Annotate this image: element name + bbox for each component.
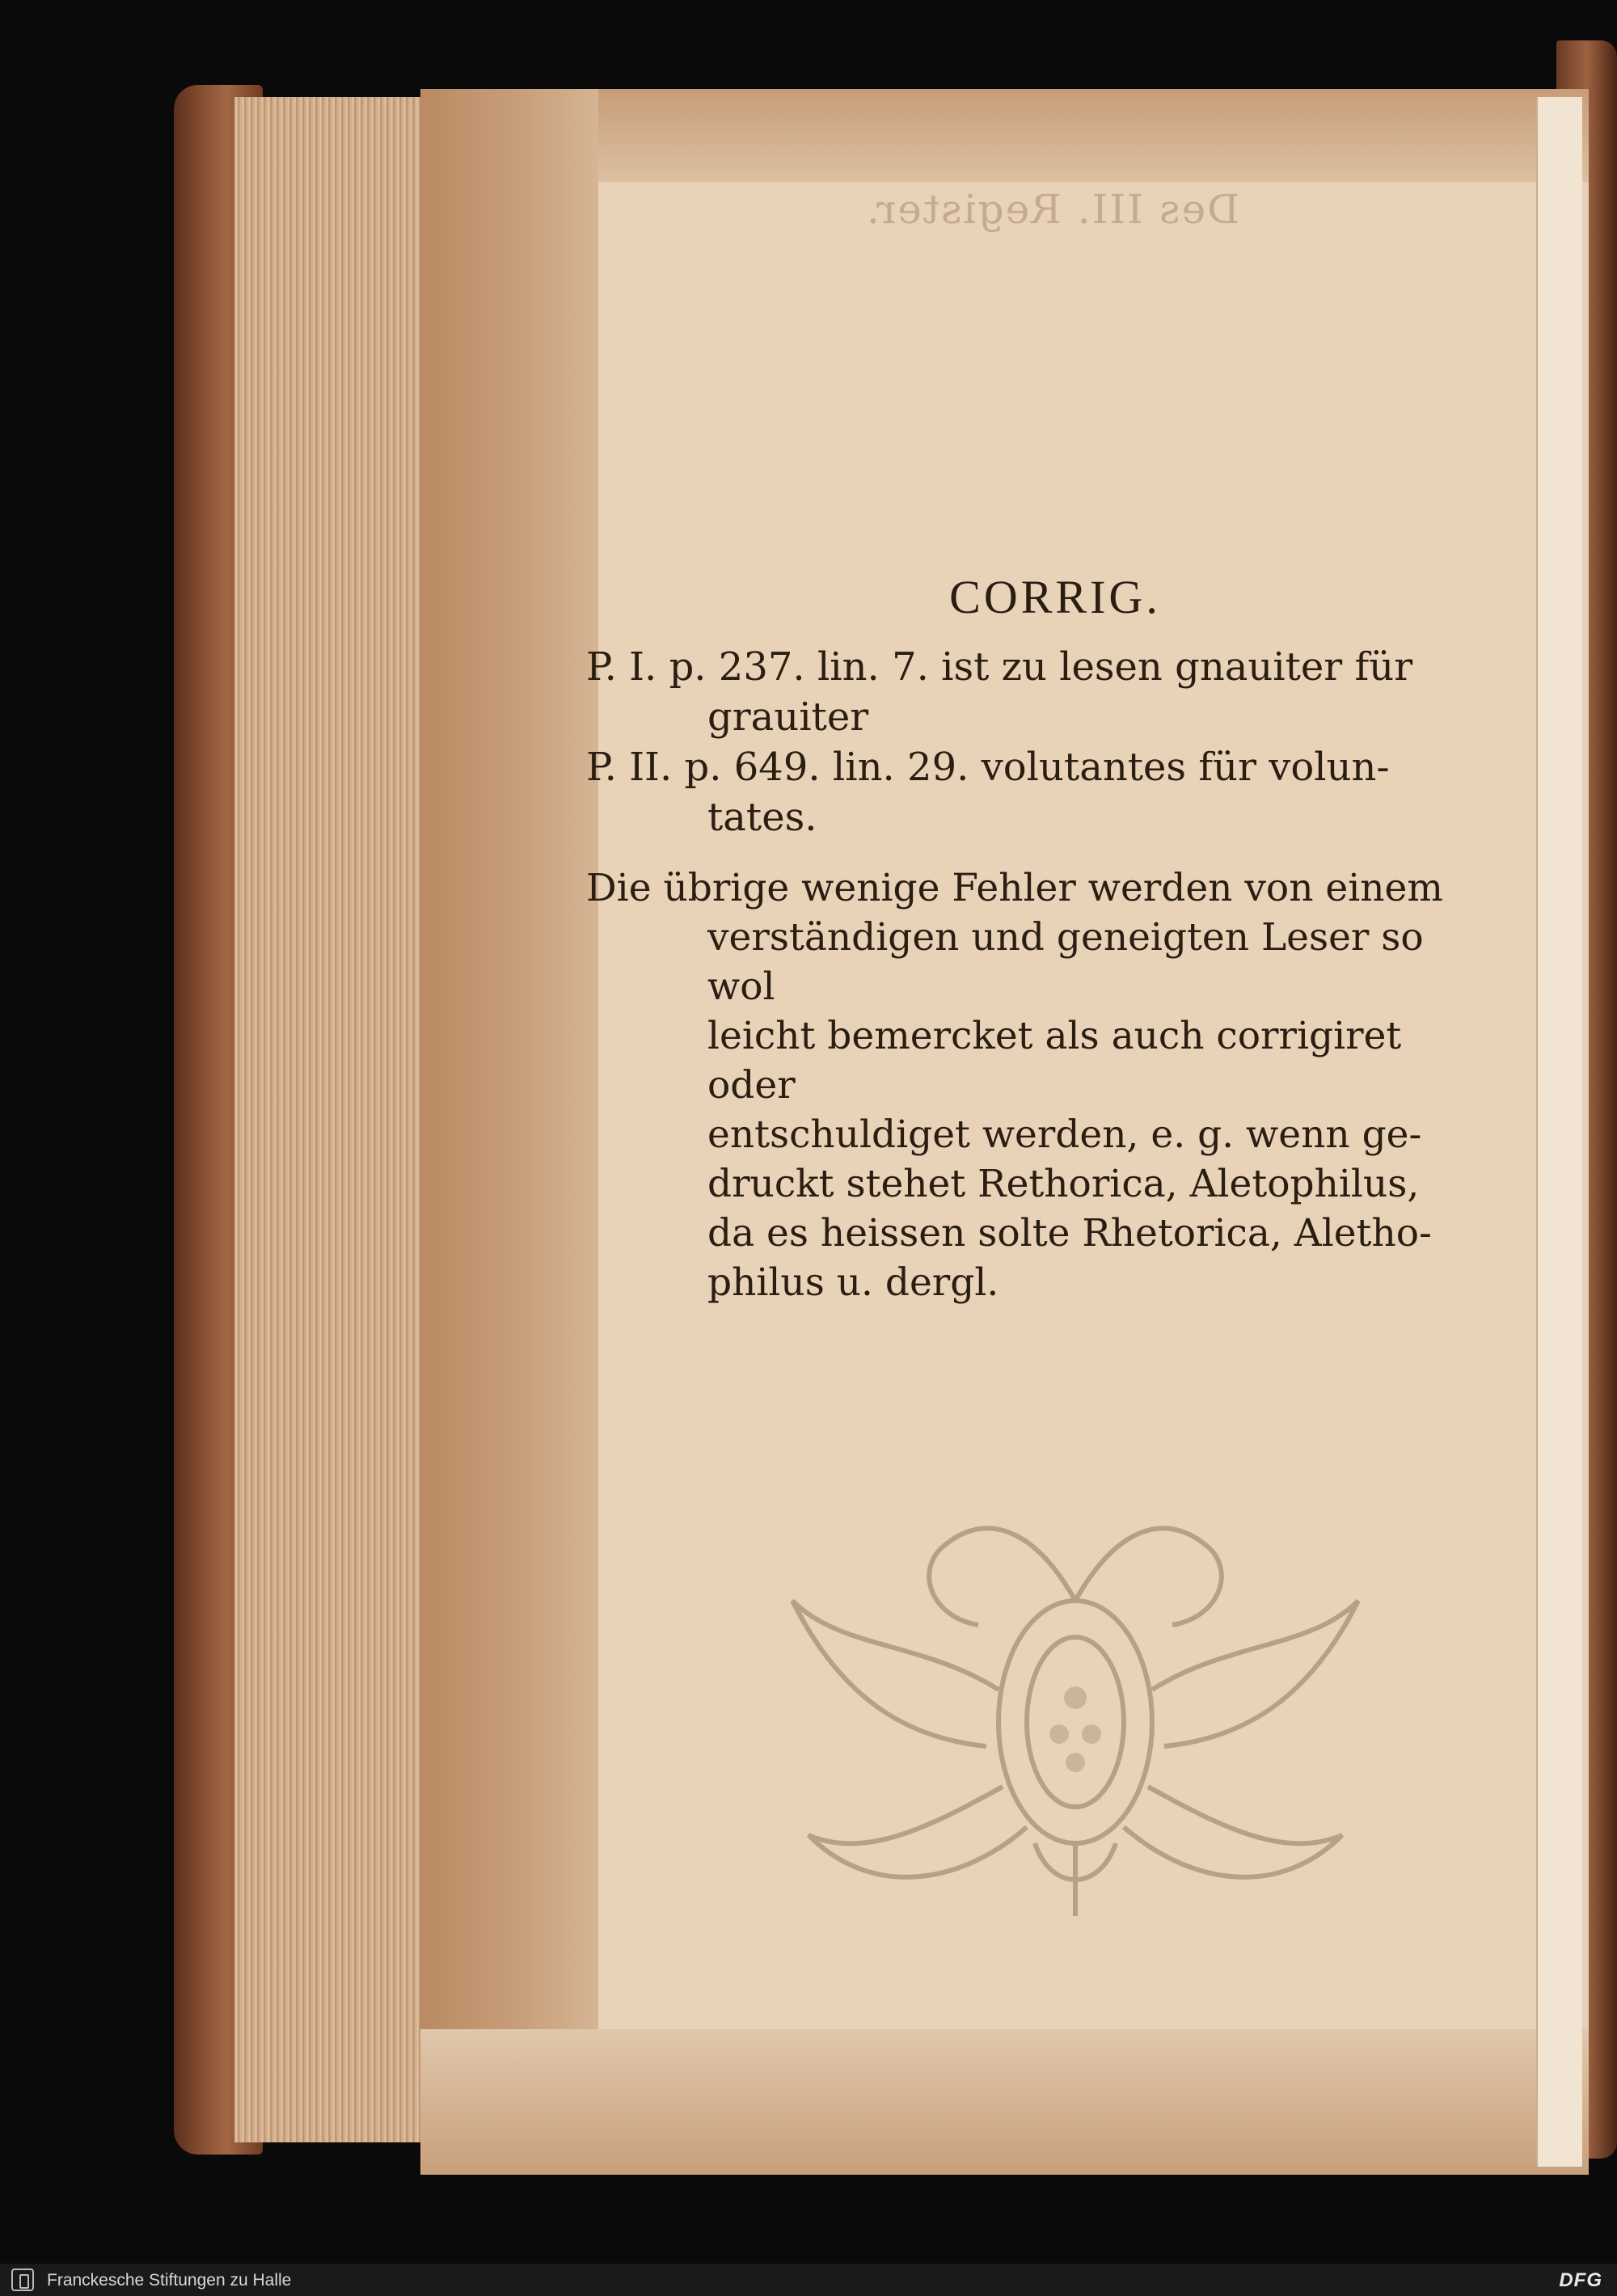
correction-entry [586, 742, 1492, 842]
franckesche-logo-icon [11, 2269, 34, 2291]
correction-continuation: tates. [707, 795, 817, 840]
page-title: CORRIG. [949, 571, 1161, 623]
errata-paragraph [586, 863, 1492, 1307]
paragraph-line: druckt stehet Rethorica, Aletophilus, [707, 1162, 1420, 1206]
running-head-bleedthrough: Des III. Register. [865, 186, 1240, 233]
paragraph-first-line: Die übrige wenige Fehler werden von einem [586, 866, 1443, 910]
paragraph-line: philus u. dergl. [707, 1260, 999, 1305]
correction-line: P. II. p. 649. lin. 29. volutantes für volun- [586, 745, 1390, 790]
institution-name: Franckesche Stiftungen zu Halle [47, 2271, 292, 2290]
correction-continuation: grauiter [707, 694, 869, 740]
baroque-vignette-ornament [744, 1479, 1407, 1932]
correction-line: P. I. p. 237. lin. 7. ist zu lesen gnauiter für [586, 644, 1413, 690]
right-page-edge [1536, 97, 1582, 2167]
paragraph-line: entschuldiget werden, e. g. wenn ge- [707, 1112, 1422, 1157]
water-stain-left [420, 89, 598, 2175]
correction-entry [586, 642, 1492, 742]
paragraph-line: da es heissen solte Rhetorica, Aletho- [707, 1211, 1432, 1256]
page-edges [234, 97, 430, 2142]
footer-bar [0, 2264, 1617, 2296]
corrigenda-block [586, 570, 1492, 1307]
paragraph-line: leicht bemercket als auch corrigiret oder [707, 1014, 1402, 1108]
paragraph-line: verständigen und geneigten Leser so wol [707, 915, 1424, 1009]
dfg-logo: DFG [1559, 2269, 1602, 2291]
water-stain-bottom [420, 2029, 1589, 2175]
